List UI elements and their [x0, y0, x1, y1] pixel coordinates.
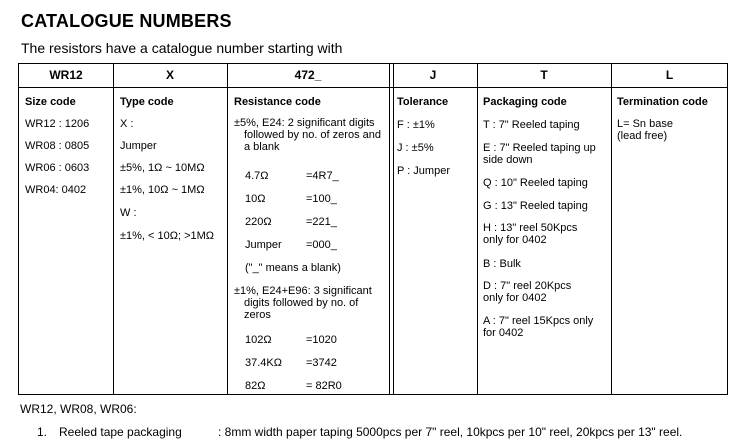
- size-code-item: WR12 : 1206: [25, 118, 90, 130]
- footer-item-label: Reeled tape packaging: [59, 425, 182, 439]
- type-x-label: X :: [120, 118, 134, 130]
- packaging-code-heading: Packaging code: [483, 96, 567, 108]
- column-divider: [477, 64, 478, 394]
- header-packaging: T: [540, 68, 548, 82]
- tolerance-heading: Tolerance: [397, 96, 449, 108]
- type-x-range-1pct: ±1%, 10Ω ~ 1MΩ: [120, 184, 205, 196]
- size-code-heading: Size code: [25, 96, 76, 108]
- termination-note: (lead free): [617, 130, 668, 142]
- table-header-row: [19, 64, 727, 88]
- size-code-item: WR08 : 0805: [25, 140, 90, 152]
- resistance-e96-description: ±1%, E24+E96: 3 significant digits followed by no. of zeros: [234, 285, 372, 321]
- resistance-value: 10Ω: [245, 193, 266, 205]
- packaging-item: T : 7" Reeled taping: [483, 119, 580, 131]
- resistance-code: =1020: [306, 334, 337, 346]
- footer-list-item: [37, 425, 682, 439]
- resistance-code: =100_: [306, 193, 337, 205]
- type-w-label: W :: [120, 207, 137, 219]
- column-divider: [611, 64, 612, 394]
- resistance-value: Jumper: [245, 239, 282, 251]
- header-type: X: [165, 68, 174, 82]
- resistance-code-heading: Resistance code: [234, 96, 321, 108]
- tolerance-item: P : Jumper: [397, 165, 450, 177]
- header-resistance: 472_: [294, 68, 322, 82]
- type-jumper: Jumper: [120, 140, 157, 152]
- resistance-code: = 82R0: [306, 380, 342, 392]
- resistance-code: =000_: [306, 239, 337, 251]
- column-divider: [227, 64, 228, 394]
- resistance-code: =4R7_: [306, 170, 339, 182]
- size-code-item: WR04: 0402: [25, 184, 87, 196]
- tolerance-item: F : ±1%: [397, 119, 435, 131]
- resistance-value: 37.4KΩ: [245, 357, 282, 369]
- page-title: CATALOGUE NUMBERS: [21, 11, 232, 31]
- column-divider: [393, 64, 394, 394]
- type-code-heading: Type code: [120, 96, 174, 108]
- column-divider: [113, 64, 114, 394]
- footer-heading: WR12, WR08, WR06:: [20, 402, 137, 416]
- header-tolerance: J: [429, 68, 437, 82]
- header-size: WR12: [49, 68, 83, 82]
- packaging-item: H : 13" reel 50Kpcs only for 0402: [483, 222, 578, 246]
- type-x-range-5pct: ±5%, 1Ω ~ 10MΩ: [120, 162, 205, 174]
- column-divider: [389, 64, 390, 394]
- footer-item-text: : 8mm width paper taping 5000pcs per 7" reel, 10kpcs per 10" reel, 20kpcs per 13" reel.: [218, 425, 683, 439]
- termination-item: L= Sn base: [617, 118, 673, 130]
- tolerance-item: J : ±5%: [397, 142, 434, 154]
- size-code-item: WR06 : 0603: [25, 162, 90, 174]
- packaging-item: G : 13" Reeled taping: [483, 200, 588, 212]
- type-w-range: ±1%, < 10Ω; >1MΩ: [120, 230, 215, 242]
- footer-item-number: 1.: [37, 425, 48, 439]
- header-termination: L: [665, 68, 674, 82]
- resistance-value: 4.7Ω: [245, 170, 269, 182]
- resistance-code: =3742: [306, 357, 337, 369]
- packaging-item: A : 7" reel 15Kpcs only for 0402: [483, 315, 594, 339]
- packaging-item: D : 7" reel 20Kpcs only for 0402: [483, 280, 572, 304]
- resistance-value: 82Ω: [245, 380, 266, 392]
- resistance-value: 102Ω: [245, 334, 272, 346]
- termination-code-heading: Termination code: [617, 96, 708, 108]
- packaging-item: Q : 10" Reeled taping: [483, 177, 588, 189]
- resistance-e24-description: ±5%, E24: 2 significant digits followed by no. of zeros and a blank: [234, 117, 381, 153]
- resistance-value: 220Ω: [245, 216, 272, 228]
- catalogue-table: [18, 63, 728, 395]
- packaging-item: B : Bulk: [483, 258, 521, 270]
- intro-text: The resistors have a catalogue number starting with: [21, 40, 343, 56]
- packaging-item: E : 7" Reeled taping up side down: [483, 142, 596, 166]
- resistance-code: =221_: [306, 216, 337, 228]
- resistance-blank-note: ("_" means a blank): [245, 262, 341, 274]
